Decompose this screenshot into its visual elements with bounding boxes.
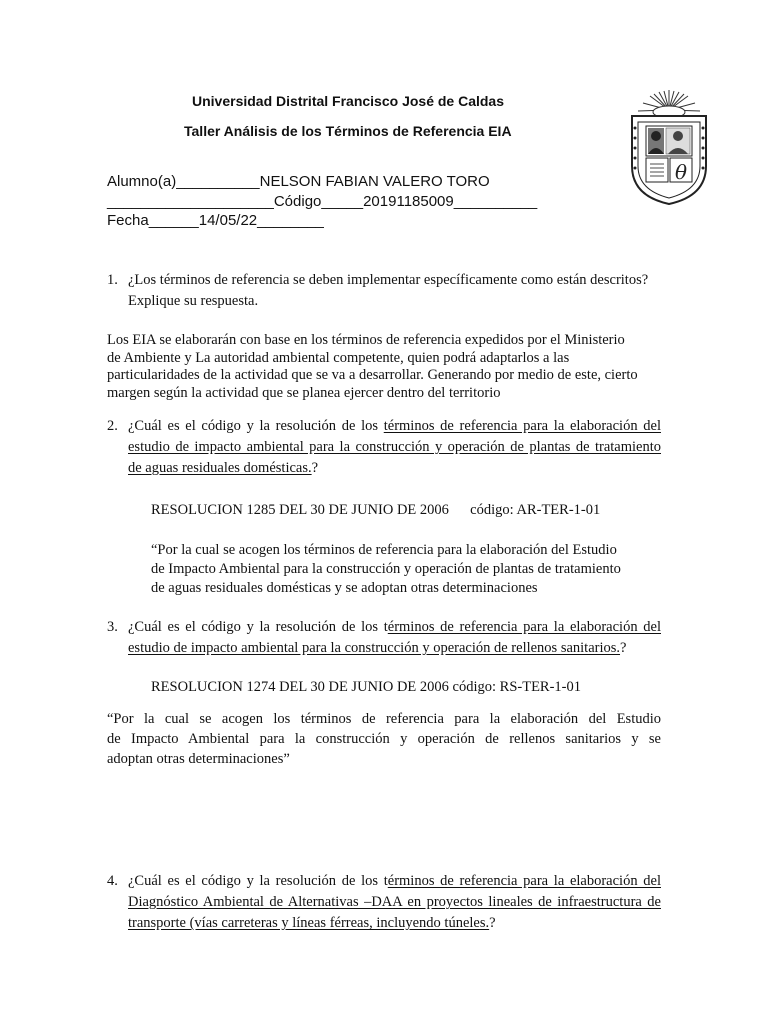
question-1-line-2: Explique su respuesta. bbox=[128, 293, 259, 309]
quote-line: de Impacto Ambiental para la construcción y operación de plantas de tratamiento bbox=[151, 561, 621, 577]
question-number: 4. bbox=[107, 873, 118, 889]
university-title: Universidad Distrital Francisco José de Caldas bbox=[192, 93, 505, 109]
question-4-line-1: ¿Cuál es el código y la resolución de los términos de referencia para la elaboración del bbox=[128, 873, 661, 889]
workshop-title: Taller Análisis de los Términos de Referencia EIA bbox=[184, 123, 512, 139]
resolution-text: RESOLUCION 1285 DEL 30 DE JUNIO DE 2006 bbox=[151, 502, 449, 518]
student-code-line: ____________________Código_____20191185009__________ bbox=[107, 193, 538, 210]
answer-line: margen según la actividad que se planea ejercer dentro del territorio bbox=[107, 384, 501, 401]
student-name-line: Alumno(a)__________NELSON FABIAN VALERO TORO bbox=[107, 173, 490, 190]
question-number: 2. bbox=[107, 418, 118, 434]
answer-line: particularidades de la actividad que se va a desarrollar. Generando por medio de este, cierto bbox=[107, 367, 638, 383]
university-seal bbox=[626, 88, 712, 206]
svg-text:θ: θ bbox=[674, 160, 688, 184]
quote-line: de Impacto Ambiental para la construcción y operación de rellenos sanitarios y se bbox=[107, 731, 661, 747]
question-3-line-1: ¿Cuál es el código y la resolución de los términos de referencia para la elaboración del bbox=[128, 619, 661, 635]
question-number: 3. bbox=[107, 619, 118, 635]
answer-3-resolution: RESOLUCION 1274 DEL 30 DE JUNIO DE 2006 código: RS-TER-1-01 bbox=[151, 679, 582, 695]
answer-3-quote bbox=[107, 709, 661, 769]
question-1 bbox=[107, 270, 667, 312]
quote-line: “Por la cual se acogen los términos de referencia para la elaboración del Estudio bbox=[151, 542, 617, 558]
answer-2-resolution bbox=[151, 502, 600, 520]
question-1-line-1: ¿Los términos de referencia se deben implementar específicamente como están descritos? bbox=[128, 272, 649, 288]
resolution-code: código: AR-TER-1-01 bbox=[470, 502, 601, 518]
quote-line: “Por la cual se acogen los términos de referencia para la elaboración del Estudio bbox=[107, 711, 661, 727]
date-line: Fecha______14/05/22________ bbox=[107, 212, 324, 229]
question-number: 1. bbox=[107, 272, 118, 288]
quote-line: de aguas residuales domésticas y se adoptan otras determinaciones bbox=[151, 580, 538, 596]
quote-line: adoptan otras determinaciones” bbox=[107, 751, 290, 767]
question-3-line-2: estudio de impacto ambiental para la construcción y operación de rellenos sanitarios.? bbox=[128, 640, 627, 656]
question-4-line-2: Diagnóstico Ambiental de Alternativas –DAA en proyectos lineales de infraestructura de bbox=[128, 894, 661, 910]
question-3 bbox=[107, 617, 661, 659]
answer-2-quote bbox=[151, 541, 621, 598]
question-2-line-3: de aguas residuales domésticas.? bbox=[128, 460, 319, 476]
answer-line: Los EIA se elaborarán con base en los términos de referencia expedidos por el Ministerio bbox=[107, 332, 625, 348]
question-4-line-3: transporte (vías carreteras y líneas férreas, incluyendo túneles.? bbox=[128, 915, 496, 931]
question-2-line-2: estudio de impacto ambiental para la construcción y operación de plantas de tratamiento bbox=[128, 439, 661, 455]
answer-1 bbox=[107, 332, 638, 402]
question-4 bbox=[107, 871, 661, 934]
question-2-line-1: ¿Cuál es el código y la resolución de los términos de referencia para la elaboración del bbox=[128, 418, 661, 434]
question-2 bbox=[107, 416, 661, 479]
answer-line: de Ambiente y La autoridad ambiental competente, quien podrá adaptarlos a las bbox=[107, 349, 570, 366]
